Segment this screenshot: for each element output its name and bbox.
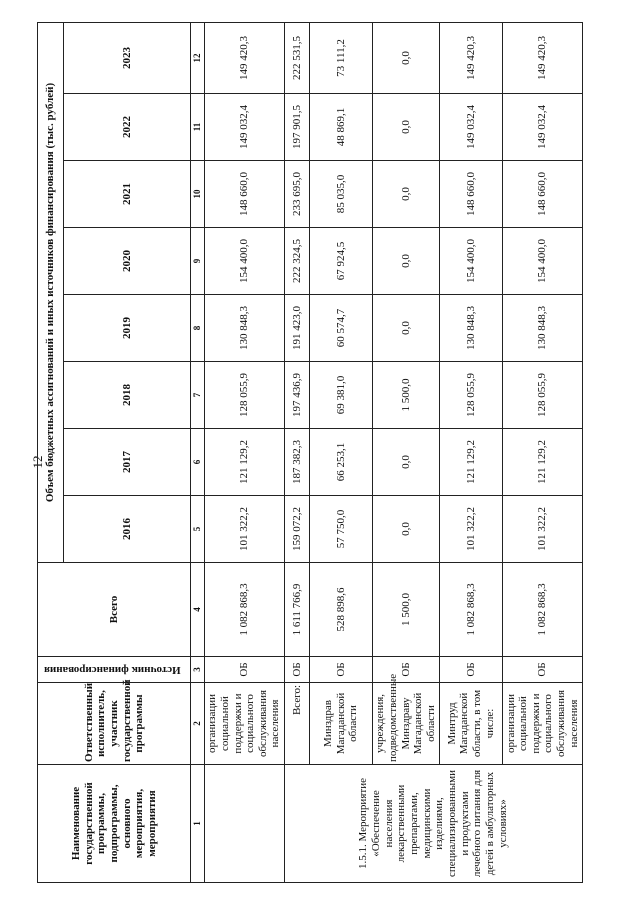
financing-table bbox=[37, 22, 583, 883]
column-number: 6 bbox=[191, 429, 204, 496]
row-value: 1 500,0 bbox=[372, 563, 439, 657]
rotated-table-container bbox=[37, 23, 583, 883]
row-value: 528 898,6 bbox=[310, 563, 373, 657]
row-value: 149 420,3 bbox=[502, 22, 582, 93]
header-year: 2020 bbox=[63, 228, 191, 295]
row-value: 148 660,0 bbox=[440, 161, 503, 228]
row-value: 57 750,0 bbox=[310, 496, 373, 563]
row-value: 154 400,0 bbox=[502, 228, 582, 295]
row-value: 130 848,3 bbox=[502, 295, 582, 362]
row-value: 0,0 bbox=[372, 295, 439, 362]
row-executor: Минтруд Магаданской области, в том числе: bbox=[440, 683, 503, 765]
column-number: 11 bbox=[191, 94, 204, 161]
row-name-cell bbox=[204, 765, 284, 883]
header-year: 2018 bbox=[63, 362, 191, 429]
row-value: 149 032,4 bbox=[502, 94, 582, 161]
row-value: 148 660,0 bbox=[502, 161, 582, 228]
row-value: 1 082 868,3 bbox=[440, 563, 503, 657]
row-value: 0,0 bbox=[372, 429, 439, 496]
row-value: 1 082 868,3 bbox=[502, 563, 582, 657]
row-value: 121 129,2 bbox=[204, 429, 284, 496]
row-value: 0,0 bbox=[372, 496, 439, 563]
row-executor: организации социальной поддержки и социального обслуживания населения bbox=[204, 683, 284, 765]
column-number: 10 bbox=[191, 161, 204, 228]
row-value: 222 324,5 bbox=[284, 228, 309, 295]
row-value: 197 901,5 bbox=[284, 94, 309, 161]
row-value: 1 611 766,9 bbox=[284, 563, 309, 657]
row-value: 149 420,3 bbox=[204, 22, 284, 93]
row-value: 159 072,2 bbox=[284, 496, 309, 563]
row-value: 0,0 bbox=[372, 228, 439, 295]
header-financing-group: Объем бюджетных ассигнований и иных источников финансирования (тыс. рублей) bbox=[38, 22, 64, 562]
row-value: 0,0 bbox=[372, 22, 439, 93]
row-executor: Минздрав Магаданской области bbox=[310, 683, 373, 765]
row-value: 130 848,3 bbox=[204, 295, 284, 362]
row-value: 101 322,2 bbox=[440, 496, 503, 563]
table-row bbox=[502, 22, 582, 882]
table-row bbox=[440, 22, 503, 882]
row-value: 154 400,0 bbox=[204, 228, 284, 295]
row-value: 233 695,0 bbox=[284, 161, 309, 228]
row-value: 60 574,7 bbox=[310, 295, 373, 362]
row-value: 148 660,0 bbox=[204, 161, 284, 228]
row-value: 128 055,9 bbox=[204, 362, 284, 429]
header-total: Всего bbox=[38, 563, 191, 657]
row-value: 73 111,2 bbox=[310, 22, 373, 93]
column-number: 2 bbox=[191, 683, 204, 765]
header-year: 2023 bbox=[63, 22, 191, 93]
header-name: Наименование государственной программы, подпрограммы, основного мероприятия, мероприятия bbox=[38, 765, 191, 883]
column-number: 12 bbox=[191, 22, 204, 93]
row-source: ОБ bbox=[310, 657, 373, 683]
row-value: 0,0 bbox=[372, 94, 439, 161]
column-number: 4 bbox=[191, 563, 204, 657]
row-value: 48 869,1 bbox=[310, 94, 373, 161]
measure-name: 1.5.1. Мероприятие «Обеспечение населения лекарственными препаратами, медицинскими изделиями, специализированными и продуктами лечебного питания для детей в амбулаторных условиях» bbox=[284, 765, 582, 883]
row-value: 191 423,0 bbox=[284, 295, 309, 362]
row-value: 149 032,4 bbox=[440, 94, 503, 161]
row-executor: организации социальной поддержки и социального обслуживания населения bbox=[502, 683, 582, 765]
header-year: 2021 bbox=[63, 161, 191, 228]
row-value: 85 035,0 bbox=[310, 161, 373, 228]
row-value: 149 032,4 bbox=[204, 94, 284, 161]
row-value: 121 129,2 bbox=[502, 429, 582, 496]
header-year: 2019 bbox=[63, 295, 191, 362]
row-value: 197 436,9 bbox=[284, 362, 309, 429]
row-value: 69 381,0 bbox=[310, 362, 373, 429]
column-number: 9 bbox=[191, 228, 204, 295]
row-value: 130 848,3 bbox=[440, 295, 503, 362]
table-row bbox=[310, 22, 373, 882]
row-source: ОБ bbox=[372, 657, 439, 683]
row-value: 1 082 868,3 bbox=[204, 563, 284, 657]
row-value: 154 400,0 bbox=[440, 228, 503, 295]
header-year: 2016 bbox=[63, 496, 191, 563]
column-number-row bbox=[191, 22, 204, 882]
row-value: 101 322,2 bbox=[502, 496, 582, 563]
row-value: 0,0 bbox=[372, 161, 439, 228]
header-source bbox=[38, 657, 191, 683]
row-value: 1 500,0 bbox=[372, 362, 439, 429]
row-source: ОБ bbox=[502, 657, 582, 683]
row-value: 149 420,3 bbox=[440, 22, 503, 93]
column-number: 1 bbox=[191, 765, 204, 883]
row-value: 66 253,1 bbox=[310, 429, 373, 496]
table-row bbox=[372, 22, 439, 882]
row-value: 128 055,9 bbox=[440, 362, 503, 429]
column-number: 8 bbox=[191, 295, 204, 362]
row-source: ОБ bbox=[204, 657, 284, 683]
header-executor: Ответственный исполнитель, участник государственной программы bbox=[38, 683, 191, 765]
row-value: 67 924,5 bbox=[310, 228, 373, 295]
column-number: 7 bbox=[191, 362, 204, 429]
row-executor: учреждения, подведомственные Минздраву Магаданской области bbox=[372, 683, 439, 765]
row-executor: Всего: bbox=[284, 683, 309, 765]
header-year: 2017 bbox=[63, 429, 191, 496]
row-source: ОБ bbox=[284, 657, 309, 683]
row-value: 222 531,5 bbox=[284, 22, 309, 93]
header-source-text: Источник финансирования bbox=[44, 663, 181, 676]
page-number: 12 bbox=[30, 455, 45, 469]
column-number: 3 bbox=[191, 657, 204, 683]
table-row bbox=[204, 22, 284, 882]
table-row bbox=[284, 22, 309, 882]
column-number: 5 bbox=[191, 496, 204, 563]
row-value: 128 055,9 bbox=[502, 362, 582, 429]
row-value: 101 322,2 bbox=[204, 496, 284, 563]
row-value: 187 382,3 bbox=[284, 429, 309, 496]
row-source: ОБ bbox=[440, 657, 503, 683]
row-value: 121 129,2 bbox=[440, 429, 503, 496]
header-year: 2022 bbox=[63, 94, 191, 161]
